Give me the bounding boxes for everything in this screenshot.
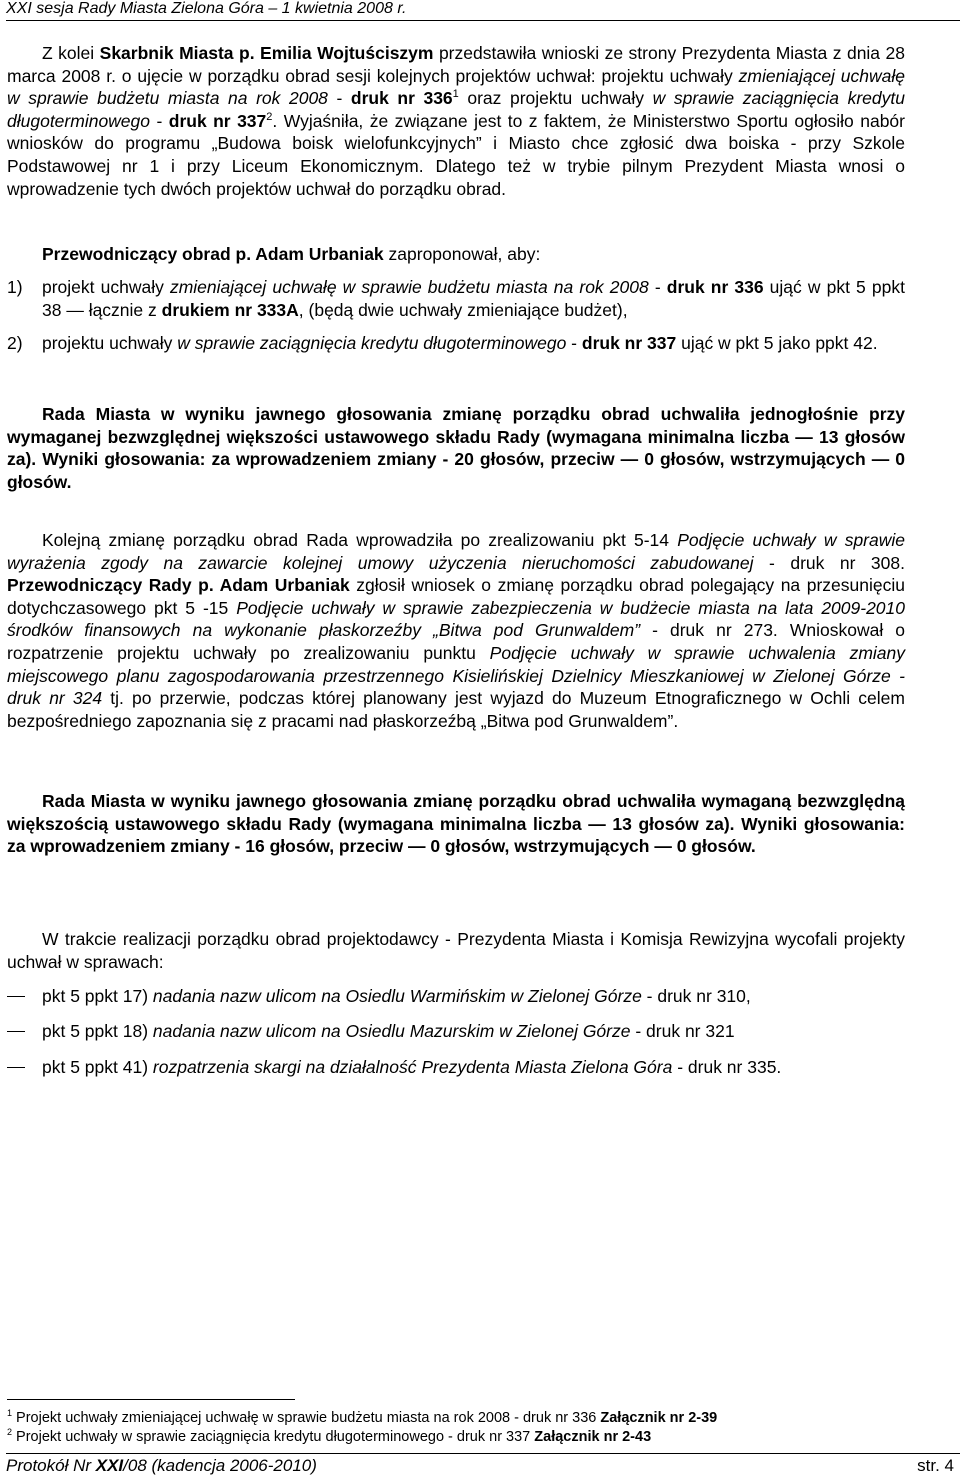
dash-bullet xyxy=(7,1067,25,1068)
footnote-ref-2: 2 xyxy=(266,110,273,123)
footer-protocol: Protokół Nr XXI/08 (kadencja 2006-2010) xyxy=(6,1456,317,1475)
speaker-skarbnik: Skarbnik Miasta p. Emilia Wojtuściszym xyxy=(99,43,434,63)
dash-bullet xyxy=(7,996,25,997)
footer-rule xyxy=(6,1453,960,1454)
speaker-chairman-rady: Przewodniczący Rady p. Adam Urbaniak xyxy=(7,575,350,596)
header-title: XXI sesja Rady Miasta Zielona Góra – 1 kwietnia 2008 r. xyxy=(6,0,407,17)
footnote-1: $^1$ Projekt uchwały zmieniającej uchwałę w sprawie budżetu miasta na rok 2008 - druk nr 336 Załącznik nr 2-39 xyxy=(7,1408,718,1426)
speaker-chairman: Przewodniczący obrad p. Adam Urbaniak xyxy=(42,244,384,264)
withdrawn-item-2: pkt 5 ppkt 18) nadania nazw ulicom na Osiedlu Mazurskim w Zielonej Górze - druk nr 321 xyxy=(7,1020,905,1043)
vote-result-1: Rada Miasta w wyniku jawnego głosowania zmianę porządku obrad uchwaliła jednogłośnie przy wymaganej bezwzględnej większości ustawowego składu Rady (wymagana minimalna liczba — 13 głosów za). Wyniki głosowania: za wprowadzeniem zmiany - 20 głosów, przeciw — 0 głosów, wstrzymujących — 0 głosów. xyxy=(7,404,905,492)
withdrawn-item-1: pkt 5 ppkt 17) nadania nazw ulicom na Osiedlu Warmińskim w Zielonej Górze - druk nr 310, xyxy=(7,985,905,1008)
footnote-ref-1: 1 xyxy=(452,88,459,101)
footnote-2: $^2$ Projekt uchwały w sprawie zaciągnięcia kredytu długoterminowego - druk nr 337 Załącznik nr 2-43 xyxy=(7,1427,652,1445)
footnote-separator xyxy=(7,1399,295,1400)
paragraph-withdrawn: W trakcie realizacji porządku obrad projektodawcy - Prezydenta Miasta i Komisja Rewizyjna wycofali projekty uchwał w sprawach: xyxy=(7,929,905,972)
dash-bullet xyxy=(7,1031,25,1032)
page-number: str. 4 xyxy=(917,1456,954,1475)
paragraph-proposal: Przewodniczący obrad p. Adam Urbaniak zaproponował, aby: xyxy=(42,244,541,264)
proposal-item-1: 1) projekt uchwały zmieniającej uchwałę w sprawie budżetu miasta na rok 2008 - druk nr 336 ująć w pkt 5 ppkt 38 — łącznie z drukiem nr 333A, (będą dwie uchwały zmieniające budżet), xyxy=(7,277,905,320)
header-rule xyxy=(6,20,960,21)
paragraph-skarbnik: Z kolei Skarbnik Miasta p. Emilia Wojtuściszym przedstawiła wnioski ze strony Prezydenta Miasta z dnia 28 marca 2008 r. o ujęcie w porządku obrad sesji kolejnych projektów uchwał: projektu uchwały zmieniającej uchwałę w sprawie budżetu miasta na rok 2008 - druk nr $336^1$ oraz projektu uchwały w sprawie zaciągnięcia kredytu długoterminowego - druk nr $337^2$. Wyjaśniła, że związane jest to z faktem, że Ministerstwo Sportu ogłosiło nabór wniosków do programu „Budowa boisk wielofunkcyjnych” i Miasto chce zgłosić dwa boiska - przy Szkole Podstawowej nr 1 i przy Liceum Ekonomicznym. Dlatego też w trybie pilnym Prezydent Miasta wnosi o wprowadzenie tych dwóch projektów uchwał do porządku obrad. xyxy=(7,43,905,199)
page-footer xyxy=(6,1456,954,1476)
vote-result-2: Rada Miasta w wyniku jawnego głosowania zmianę porządku obrad uchwaliła wymaganą bezwzględną większością ustawowego składu Rady (wymagana minimalna liczba — 13 głosów za). Wyniki głosowania: za wprowadzeniem zmiany - 16 głosów, przeciw — 0 głosów, wstrzymujących — 0 głosów. xyxy=(7,791,905,857)
paragraph-second-change: Kolejną zmianę porządku obrad Rada wprowadziła po zrealizowaniu pkt 5-14 Podjęcie uchwały w sprawie wyrażenia zgody na zawarcie kolejnej umowy użyczenia nieruchomości zabudowanej - druk nr 308. Przewodniczący Rady p. Adam Urbaniak zgłosił wniosek o zmianę porządku obrad polegający na przesunięciu dotychczasowego pkt 5 -15 Podjęcie uchwały w sprawie zabezpieczenia w budżecie miasta na lata 2009-2010 środków finansowych na wykonanie płaskorzeźby „Bitwa pod Grunwaldem” - druk nr 273. Wnioskował o rozpatrzenie projektu uchwały po zrealizowaniu punktu Podjęcie uchwały w sprawie uchwalenia zmiany miejscowego planu zagospodarowania przestrzennego Kisielińskiej Dzielnicy Mieszkaniowej w Zielonej Górze - druk nr 324 tj. po przerwie, podczas której planowany jest wyjazd do Muzeum Etnograficznego w Ochli celem bezpośredniego zapoznania się z pracami nad płaskorzeźbą „Bitwa pod Grunwaldem”. xyxy=(7,530,906,731)
proposal-item-2: 2) projektu uchwały w sprawie zaciągnięcia kredytu długoterminowego - druk nr 337 ująć w pkt 5 jako ppkt 42. xyxy=(7,333,878,353)
withdrawn-item-3: pkt 5 ppkt 41) rozpatrzenia skargi na działalność Prezydenta Miasta Zielona Góra - druk nr 335. xyxy=(7,1056,905,1079)
